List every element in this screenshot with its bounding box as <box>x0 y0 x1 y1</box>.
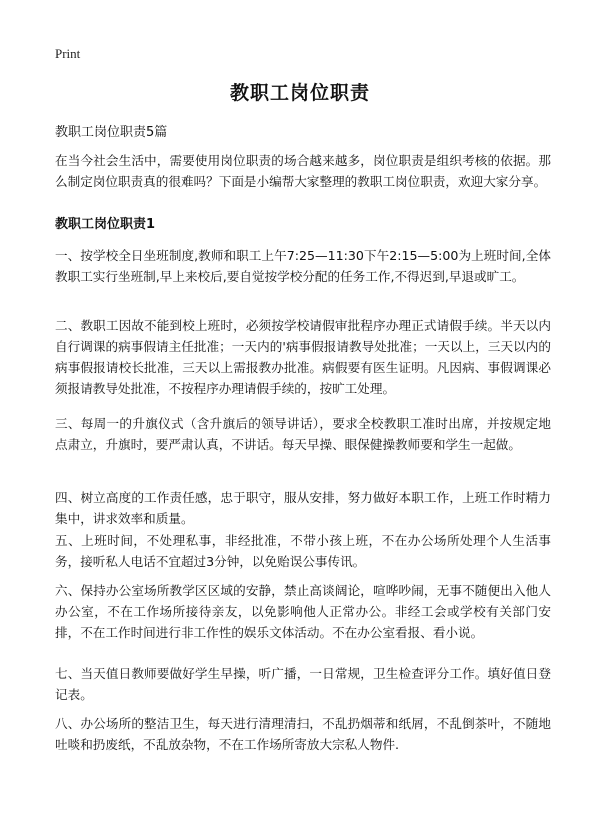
document-subtitle: 教职工岗位职责5篇 <box>55 125 168 140</box>
print-link[interactable]: Print <box>55 46 81 61</box>
document-title: 教职工岗位职责 <box>229 82 370 104</box>
duty-paragraph-1: 一、按学校全日坐班制度,教师和职工上午7:25—11:30下午2:15—5:00为上班时间,全体教职工实行坐班制,早上来校后,要自觉按学校分配的任务工作,不得迟到,早退或旷工。 <box>55 248 551 284</box>
duty-paragraph-7: 七、当天值日教师要做好学生早操，听广播，一日常规，卫生检查评分工作。填好值日登记表。 <box>55 666 551 702</box>
duty-paragraph-6: 六、保持办公室场所教学区区域的安静，禁止高谈阔论，喧哗吵闹，无事不随便出入他人办公室，不在工作场所接待亲友，以免影响他人正常办公。非经工会或学校有关部门安排，不在工作时间进行非工作性的娱乐文体活动。不在办公室看报、看小说。 <box>55 583 551 640</box>
duty-paragraph-4: 四、树立高度的工作责任感，忠于职守，服从安排，努力做好本职工作，上班工作时精力集中，讲求效率和质量。 <box>55 490 551 526</box>
section-heading: 教职工岗位职责1 <box>55 217 156 232</box>
intro-paragraph: 在当今社会生活中，需要使用岗位职责的场合越来越多，岗位职责是组织考核的依据。那么制定岗位职责真的很难吗？下面是小编帮大家整理的教职工岗位职责，欢迎大家分享。 <box>55 153 551 189</box>
duty-paragraph-2: 二、教职工因故不能到校上班时，必须按学校请假审批程序办理正式请假手续。半天以内自行调课的病事假请主任批准；一天内的'病事假报请教导处批准；一天以上，三天以内的病事假报请校长批准，三天以上需报教办批准。病假要有医生证明。凡因病、事假调课必须报请教导处批准，不按程序办理请假手续的，按旷工处理。 <box>55 318 551 396</box>
duty-paragraph-5: 五、上班时间，不处理私事，非经批准，不带小孩上班，不在办公场所处理个人生活事务，接听私人电话不宜超过3分钟，以免贻误公事传讯。 <box>55 533 551 569</box>
duty-paragraph-8: 八、办公场所的整洁卫生，每天进行清理清扫，不乱扔烟蒂和纸屑，不乱倒茶叶，不随地吐啖和扔废纸，不乱放杂物，不在工作场所寄放大宗私人物件. <box>55 716 551 752</box>
duty-paragraph-3: 三、每周一的升旗仪式（含升旗后的领导讲话），要求全校教职工准时出席，并按规定地点肃立，升旗时，要严肃认真，不讲话。每天早操、眼保健操教师要和学生一起做。 <box>55 416 551 452</box>
